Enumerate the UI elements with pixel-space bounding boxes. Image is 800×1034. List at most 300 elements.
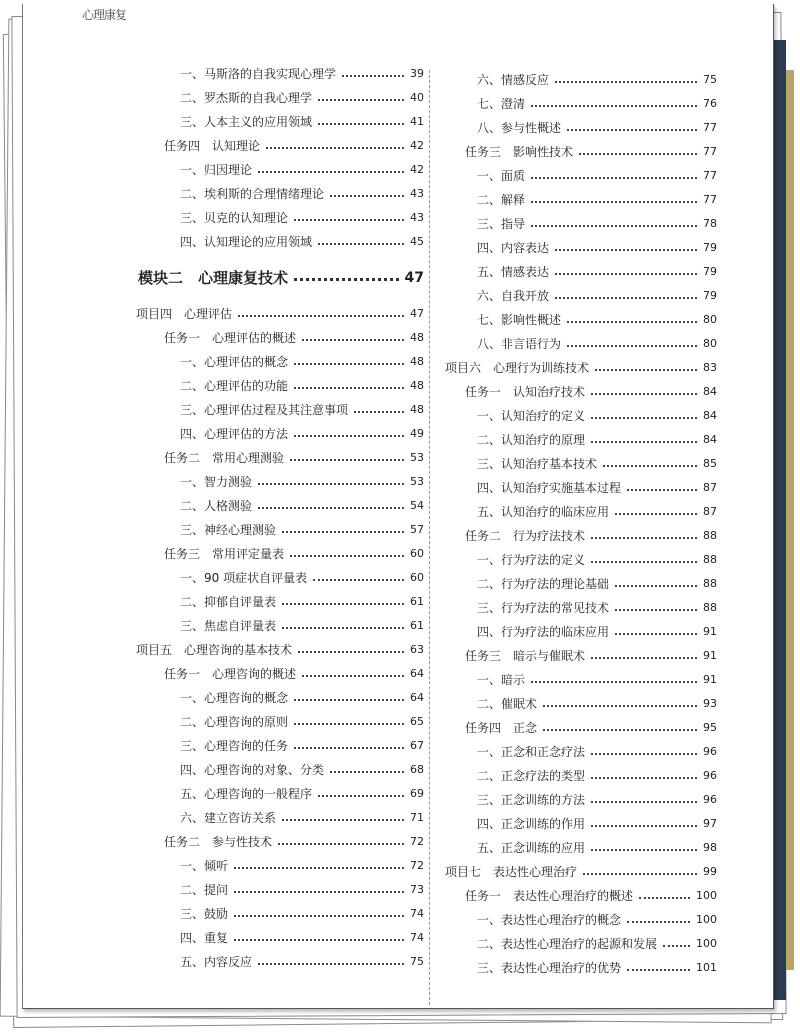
toc-entry-section	[477, 744, 717, 760]
toc-entry-section	[180, 690, 424, 706]
toc-entry-page-number: 61	[410, 619, 424, 632]
dot-leader	[294, 278, 399, 281]
toc-entry-page-number: 84	[703, 409, 717, 422]
toc-entry-page-number: 88	[703, 577, 717, 590]
toc-entry-title: 项目四 心理评估	[136, 307, 233, 321]
toc-entry-page-number: 67	[410, 739, 424, 752]
toc-entry-section	[477, 624, 717, 640]
toc-entry-section	[477, 456, 717, 472]
toc-entry-page-number: 42	[410, 139, 424, 152]
dot-leader	[318, 243, 404, 245]
toc-entry-page-number: 39	[410, 67, 424, 80]
toc-entry-section	[180, 882, 424, 898]
toc-entry-section	[180, 930, 424, 946]
dot-leader	[294, 435, 404, 437]
toc-entry-page-number: 91	[703, 649, 717, 662]
dot-leader	[591, 753, 697, 755]
toc-entry-page-number: 91	[703, 625, 717, 638]
dot-leader	[555, 249, 697, 251]
dot-leader	[258, 171, 404, 173]
toc-entry-section	[477, 120, 717, 136]
dot-leader	[282, 627, 404, 629]
book-spine-edge	[772, 40, 786, 1000]
toc-entry-title: 项目五 心理咨询的基本技术	[136, 643, 293, 657]
toc-entry-title: 七、影响性概述	[477, 313, 562, 327]
toc-entry-section	[180, 90, 424, 106]
toc-entry-title: 二、表达性心理治疗的起源和发展	[477, 937, 658, 951]
toc-entry-title: 五、心理咨询的一般程序	[180, 787, 313, 801]
toc-entry-title: 二、解释	[477, 193, 526, 207]
toc-entry-title: 二、抑郁自评量表	[180, 595, 277, 609]
toc-entry-project	[136, 642, 424, 658]
dot-leader	[591, 537, 697, 539]
dot-leader	[583, 873, 697, 875]
toc-entry-section	[180, 762, 424, 778]
dot-leader	[294, 219, 404, 221]
dot-leader	[258, 963, 404, 965]
dot-leader	[290, 555, 404, 557]
toc-entry-page-number: 77	[703, 193, 717, 206]
toc-entry-page-number: 88	[703, 601, 717, 614]
toc-entry-section	[180, 738, 424, 754]
toc-entry-title: 一、归因理论	[180, 163, 253, 177]
toc-entry-page-number: 84	[703, 385, 717, 398]
toc-entry-title: 任务三 常用评定量表	[164, 547, 285, 561]
toc-entry-section	[477, 816, 717, 832]
toc-entry-page-number: 79	[703, 265, 717, 278]
toc-entry-title: 四、行为疗法的临床应用	[477, 625, 610, 639]
toc-entry-module	[138, 270, 424, 286]
toc-entry-title: 四、认知治疗实施基本过程	[477, 481, 622, 495]
toc-entry-title: 一、心理咨询的概念	[180, 691, 289, 705]
toc-entry-section	[180, 786, 424, 802]
dot-leader	[627, 489, 697, 491]
toc-entry-title: 一、马斯洛的自我实现心理学	[180, 67, 337, 81]
dot-leader	[531, 177, 697, 179]
dot-leader	[294, 387, 404, 389]
dot-leader	[567, 345, 697, 347]
dot-leader	[354, 411, 404, 413]
toc-entry-title: 四、认知理论的应用领域	[180, 235, 313, 249]
toc-entry-section	[477, 72, 717, 88]
dot-leader	[313, 579, 404, 581]
toc-entry-title: 三、神经心理测验	[180, 523, 277, 537]
toc-entry-section	[180, 858, 424, 874]
toc-entry-page-number: 88	[703, 529, 717, 542]
toc-entry-title: 二、催眠术	[477, 697, 538, 711]
toc-entry-page-number: 80	[703, 313, 717, 326]
toc-entry-section	[477, 216, 717, 232]
toc-entry-task	[164, 666, 424, 682]
toc-entry-page-number: 87	[703, 505, 717, 518]
toc-entry-section	[477, 600, 717, 616]
toc-entry-title: 一、认知治疗的定义	[477, 409, 586, 423]
toc-entry-section	[180, 402, 424, 418]
dot-leader	[591, 417, 697, 419]
toc-entry-task	[465, 528, 717, 544]
dot-leader	[555, 273, 697, 275]
toc-entry-title: 六、情感反应	[477, 73, 550, 87]
dot-leader	[555, 81, 697, 83]
toc-entry-project	[445, 360, 717, 376]
toc-entry-page-number: 61	[410, 595, 424, 608]
dot-leader	[615, 633, 697, 635]
dot-leader	[615, 513, 697, 515]
toc-entry-title: 二、罗杰斯的自我心理学	[180, 91, 313, 105]
dot-leader	[342, 75, 404, 77]
toc-entry-page-number: 68	[410, 763, 424, 776]
dot-leader	[591, 777, 697, 779]
dot-leader	[318, 123, 404, 125]
dot-leader	[627, 969, 690, 971]
toc-entry-section	[477, 240, 717, 256]
dot-leader	[531, 681, 697, 683]
toc-entry-title: 任务一 表达性心理治疗的概述	[465, 889, 634, 903]
toc-entry-title: 三、表达性心理治疗的优势	[477, 961, 622, 975]
toc-entry-task	[465, 888, 717, 904]
toc-entry-page-number: 99	[703, 865, 717, 878]
toc-entry-title: 三、行为疗法的常见技术	[477, 601, 610, 615]
toc-entry-page-number: 45	[410, 235, 424, 248]
toc-entry-page-number: 85	[703, 457, 717, 470]
toc-entry-section	[477, 432, 717, 448]
toc-entry-page-number: 48	[410, 355, 424, 368]
dot-leader	[266, 147, 404, 149]
dot-leader	[567, 321, 697, 323]
dot-leader	[234, 915, 404, 917]
toc-entry-section	[180, 570, 424, 586]
dot-leader	[663, 945, 690, 947]
toc-entry-title: 一、90 项症状自评量表	[180, 571, 308, 585]
toc-entry-section	[180, 186, 424, 202]
toc-entry-page-number: 69	[410, 787, 424, 800]
toc-entry-title: 七、澄清	[477, 97, 526, 111]
dot-leader	[318, 795, 404, 797]
toc-entry-title: 二、提问	[180, 883, 229, 897]
toc-entry-page-number: 63	[410, 643, 424, 656]
toc-entry-title: 一、暗示	[477, 673, 526, 687]
toc-entry-page-number: 101	[696, 961, 717, 974]
toc-entry-section	[477, 936, 717, 952]
toc-entry-task	[164, 138, 424, 154]
toc-entry-project	[136, 306, 424, 322]
toc-entry-title: 一、心理评估的概念	[180, 355, 289, 369]
toc-entry-page-number: 65	[410, 715, 424, 728]
toc-entry-title: 八、参与性概述	[477, 121, 562, 135]
toc-entry-title: 三、心理咨询的任务	[180, 739, 289, 753]
toc-entry-section	[180, 906, 424, 922]
toc-entry-title: 五、情感表达	[477, 265, 550, 279]
toc-entry-page-number: 79	[703, 241, 717, 254]
toc-entry-page-number: 48	[410, 331, 424, 344]
toc-entry-section	[180, 522, 424, 538]
toc-entry-section	[477, 336, 717, 352]
toc-entry-section	[477, 480, 717, 496]
toc-entry-page-number: 43	[410, 211, 424, 224]
toc-entry-title: 四、重复	[180, 931, 229, 945]
toc-entry-section	[180, 474, 424, 490]
dot-leader	[543, 729, 697, 731]
dot-leader	[258, 507, 404, 509]
toc-entry-page-number: 78	[703, 217, 717, 230]
toc-entry-section	[180, 810, 424, 826]
toc-entry-page-number: 76	[703, 97, 717, 110]
dot-leader	[238, 315, 404, 317]
toc-entry-title: 任务一 心理咨询的概述	[164, 667, 297, 681]
toc-entry-page-number: 57	[410, 523, 424, 536]
toc-entry-section	[477, 504, 717, 520]
book-spine-edge	[786, 70, 794, 970]
toc-entry-section	[477, 840, 717, 856]
toc-entry-title: 三、焦虑自评量表	[180, 619, 277, 633]
toc-entry-page-number: 77	[703, 169, 717, 182]
dot-leader	[591, 393, 697, 395]
column-divider	[429, 70, 431, 1005]
toc-entry-title: 三、认知治疗基本技术	[477, 457, 598, 471]
toc-entry-page-number: 96	[703, 745, 717, 758]
toc-entry-section	[477, 192, 717, 208]
toc-entry-title: 任务二 行为疗法技术	[465, 529, 586, 543]
toc-entry-section	[180, 210, 424, 226]
toc-entry-page-number: 77	[703, 145, 717, 158]
toc-entry-section	[477, 912, 717, 928]
dot-leader	[627, 921, 690, 923]
toc-entry-section	[180, 378, 424, 394]
dot-leader	[531, 201, 697, 203]
dot-leader	[294, 747, 404, 749]
toc-entry-task	[465, 384, 717, 400]
toc-entry-page-number: 43	[410, 187, 424, 200]
toc-entry-section	[180, 714, 424, 730]
toc-entry-task	[164, 834, 424, 850]
toc-entry-title: 四、正念训练的作用	[477, 817, 586, 831]
toc-entry-title: 任务二 常用心理测验	[164, 451, 285, 465]
dot-leader	[591, 657, 697, 659]
toc-entry-title: 八、非言语行为	[477, 337, 562, 351]
toc-entry-section	[180, 426, 424, 442]
toc-entry-page-number: 60	[410, 547, 424, 560]
toc-entry-title: 四、内容表达	[477, 241, 550, 255]
toc-entry-page-number: 53	[410, 451, 424, 464]
toc-entry-section	[180, 162, 424, 178]
toc-entry-page-number: 72	[410, 835, 424, 848]
toc-entry-section	[477, 408, 717, 424]
toc-entry-title: 五、内容反应	[180, 955, 253, 969]
toc-entry-title: 二、心理评估的功能	[180, 379, 289, 393]
toc-entry-page-number: 97	[703, 817, 717, 830]
toc-entry-section	[477, 792, 717, 808]
toc-entry-page-number: 87	[703, 481, 717, 494]
toc-entry-title: 任务三 暗示与催眠术	[465, 649, 586, 663]
dot-leader	[591, 441, 697, 443]
dot-leader	[555, 297, 697, 299]
toc-entry-section	[180, 954, 424, 970]
toc-entry-page-number: 53	[410, 475, 424, 488]
toc-entry-title: 任务四 正念	[465, 721, 538, 735]
toc-entry-page-number: 77	[703, 121, 717, 134]
toc-entry-title: 任务三 影响性技术	[465, 145, 574, 159]
dot-leader	[330, 195, 404, 197]
toc-entry-title: 二、人格测验	[180, 499, 253, 513]
toc-entry-page-number: 100	[696, 937, 717, 950]
dot-leader	[567, 129, 697, 131]
toc-entry-section	[477, 960, 717, 976]
dot-leader	[294, 699, 404, 701]
toc-entry-page-number: 98	[703, 841, 717, 854]
toc-entry-title: 一、表达性心理治疗的概念	[477, 913, 622, 927]
toc-entry-page-number: 48	[410, 403, 424, 416]
toc-entry-project	[445, 864, 717, 880]
dot-leader	[639, 897, 690, 899]
toc-entry-section	[180, 354, 424, 370]
dot-leader	[543, 705, 697, 707]
toc-entry-page-number: 73	[410, 883, 424, 896]
toc-entry-section	[477, 576, 717, 592]
toc-entry-page-number: 96	[703, 793, 717, 806]
toc-entry-section	[477, 768, 717, 784]
toc-entry-page-number: 75	[410, 955, 424, 968]
dot-leader	[278, 843, 404, 845]
toc-entry-title: 二、正念疗法的类型	[477, 769, 586, 783]
dot-leader	[330, 771, 404, 773]
toc-entry-title: 二、心理咨询的原则	[180, 715, 289, 729]
toc-entry-section	[477, 672, 717, 688]
toc-entry-page-number: 47	[404, 270, 424, 286]
toc-entry-page-number: 54	[410, 499, 424, 512]
toc-entry-title: 模块二 心理康复技术	[138, 269, 289, 287]
toc-entry-section	[180, 618, 424, 634]
toc-entry-title: 三、心理评估过程及其注意事项	[180, 403, 349, 417]
toc-entry-page-number: 48	[410, 379, 424, 392]
dot-leader	[579, 153, 697, 155]
toc-entry-title: 一、倾听	[180, 859, 229, 873]
toc-entry-page-number: 71	[410, 811, 424, 824]
toc-entry-page-number: 74	[410, 907, 424, 920]
toc-entry-section	[180, 594, 424, 610]
toc-entry-title: 三、人本主义的应用领域	[180, 115, 313, 129]
dot-leader	[603, 465, 697, 467]
toc-entry-title: 四、心理评估的方法	[180, 427, 289, 441]
toc-entry-page-number: 64	[410, 667, 424, 680]
toc-entry-title: 二、认知治疗的原理	[477, 433, 586, 447]
toc-entry-title: 二、埃利斯的合理情绪理论	[180, 187, 325, 201]
toc-entry-section	[477, 696, 717, 712]
toc-entry-title: 五、正念训练的应用	[477, 841, 586, 855]
toc-entry-page-number: 91	[703, 673, 717, 686]
toc-entry-page-number: 75	[703, 73, 717, 86]
toc-entry-page-number: 74	[410, 931, 424, 944]
toc-entry-section	[180, 234, 424, 250]
toc-entry-section	[477, 312, 717, 328]
dot-leader	[234, 939, 404, 941]
toc-entry-task	[465, 720, 717, 736]
toc-entry-title: 任务二 参与性技术	[164, 835, 273, 849]
toc-entry-title: 项目七 表达性心理治疗	[445, 865, 578, 879]
toc-entry-title: 三、鼓励	[180, 907, 229, 921]
toc-entry-page-number: 79	[703, 289, 717, 302]
toc-entry-page-number: 41	[410, 115, 424, 128]
toc-entry-title: 二、行为疗法的理论基础	[477, 577, 610, 591]
dot-leader	[298, 651, 404, 653]
toc-entry-title: 三、正念训练的方法	[477, 793, 586, 807]
toc-entry-section	[477, 552, 717, 568]
toc-entry-page-number: 83	[703, 361, 717, 374]
dot-leader	[531, 225, 697, 227]
toc-entry-title: 五、认知治疗的临床应用	[477, 505, 610, 519]
dot-leader	[282, 819, 404, 821]
toc-entry-title: 一、智力测验	[180, 475, 253, 489]
dot-leader	[591, 849, 697, 851]
toc-entry-page-number: 80	[703, 337, 717, 350]
dot-leader	[302, 339, 404, 341]
dot-leader	[234, 867, 404, 869]
dot-leader	[234, 891, 404, 893]
toc-entry-title: 六、建立咨访关系	[180, 811, 277, 825]
toc-entry-page-number: 95	[703, 721, 717, 734]
dot-leader	[258, 483, 404, 485]
header-fragment: 心理康复	[82, 8, 127, 22]
toc-entry-page-number: 64	[410, 691, 424, 704]
toc-entry-task	[164, 330, 424, 346]
toc-entry-page-number: 100	[696, 913, 717, 926]
toc-entry-task	[465, 144, 717, 160]
dot-leader	[290, 459, 404, 461]
toc-entry-section	[180, 498, 424, 514]
dot-leader	[302, 675, 404, 677]
toc-entry-task	[465, 648, 717, 664]
toc-entry-page-number: 100	[696, 889, 717, 902]
toc-entry-page-number: 72	[410, 859, 424, 872]
toc-entry-page-number: 88	[703, 553, 717, 566]
toc-entry-title: 三、指导	[477, 217, 526, 231]
dot-leader	[615, 609, 697, 611]
toc-entry-task	[164, 546, 424, 562]
toc-entry-title: 任务一 心理评估的概述	[164, 331, 297, 345]
toc-entry-section	[477, 288, 717, 304]
toc-entry-page-number: 60	[410, 571, 424, 584]
toc-entry-page-number: 93	[703, 697, 717, 710]
toc-entry-title: 六、自我开放	[477, 289, 550, 303]
toc-entry-section	[180, 66, 424, 82]
dot-leader	[591, 561, 697, 563]
toc-entry-title: 三、贝克的认知理论	[180, 211, 289, 225]
toc-entry-page-number: 49	[410, 427, 424, 440]
toc-entry-page-number: 47	[410, 307, 424, 320]
toc-entry-title: 任务四 认知理论	[164, 139, 261, 153]
toc-entry-section	[477, 96, 717, 112]
toc-entry-title: 四、心理咨询的对象、分类	[180, 763, 325, 777]
toc-entry-page-number: 96	[703, 769, 717, 782]
dot-leader	[282, 531, 404, 533]
toc-entry-page-number: 40	[410, 91, 424, 104]
toc-entry-title: 任务一 认知治疗技术	[465, 385, 586, 399]
toc-entry-title: 一、正念和正念疗法	[477, 745, 586, 759]
toc-entry-title: 一、行为疗法的定义	[477, 553, 586, 567]
toc-entry-title: 项目六 心理行为训练技术	[445, 361, 590, 375]
dot-leader	[294, 363, 404, 365]
dot-leader	[282, 603, 404, 605]
toc-entry-page-number: 84	[703, 433, 717, 446]
toc-entry-task	[164, 450, 424, 466]
dot-leader	[591, 825, 697, 827]
toc-entry-title: 一、面质	[477, 169, 526, 183]
toc-entry-page-number: 42	[410, 163, 424, 176]
dot-leader	[531, 105, 697, 107]
dot-leader	[595, 369, 697, 371]
dot-leader	[294, 723, 404, 725]
toc-entry-section	[477, 264, 717, 280]
toc-entry-section	[180, 114, 424, 130]
